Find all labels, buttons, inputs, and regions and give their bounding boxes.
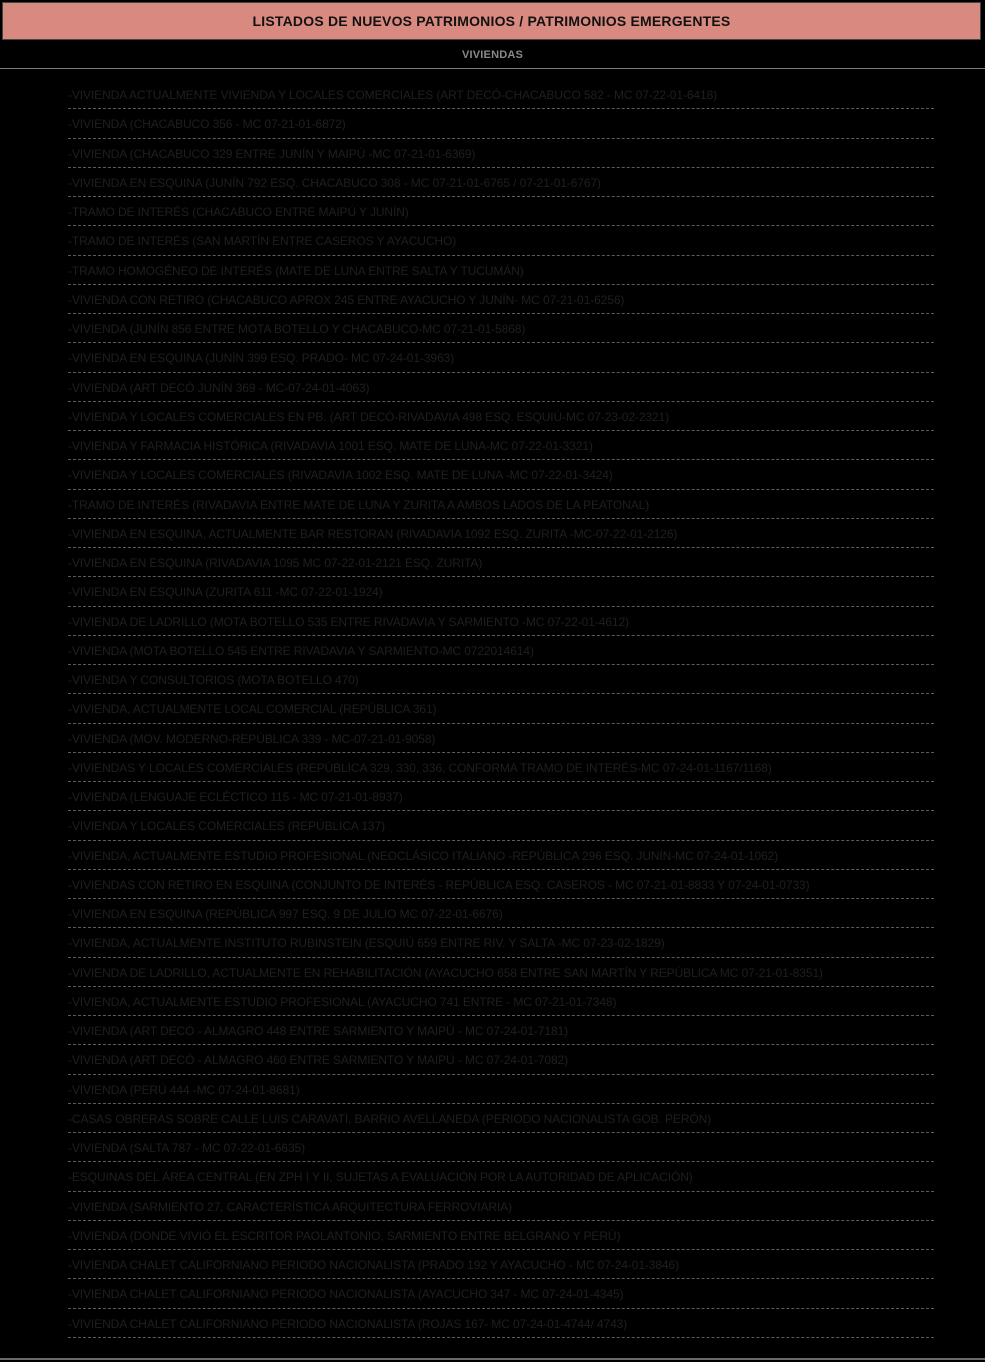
list-item-text: -VIVIENDA, ACTUALMENTE ESTUDIO PROFESIONAL (NEOCLÁSICO ITALIANO -REPÚBLICA 296 ESQ. JUNÍN-MC 07-24-01-1062) [68, 848, 779, 863]
list-item-text: -VIVIENDA (SARMIENTO 27, CARACTERÍSTICA ARQUITECTURA FERROVIARIA) [68, 1199, 513, 1214]
list-item [68, 80, 934, 109]
list-item-text: -VIVIENDA CHALET CALIFORNIANO PERIODO NACIONALISTA (AYACUCHO 347 - MC 07-24-01-4345) [68, 1287, 624, 1302]
list-item-text: -TRAMO DE INTERÉS (CHACABUCO ENTRE MAIPÚ Y JUNÍN) [68, 205, 409, 220]
top-divider [0, 68, 985, 69]
list-item [68, 256, 934, 285]
list-item [68, 519, 934, 548]
list-item-text: -VIVIENDA ACTUALMENTE VIVIENDA Y LOCALES COMERCIALES (ART DECÓ-CHACABUCO 582 - MC 07-22-01-6418) [68, 88, 718, 103]
list-item-text: -TRAMO HOMOGÉNEO DE INTERÉS (MATE DE LUNA ENTRE SALTA Y TUCUMÁN) [68, 263, 524, 278]
list-item [68, 577, 934, 606]
list-item [68, 811, 934, 840]
list-item [68, 1279, 934, 1308]
list-item [68, 694, 934, 723]
list-item-text: -VIVIENDA, ACTUALMENTE ESTUDIO PROFESIONAL (AYACUCHO 741 ENTRE - MC 07-21-01-7348) [68, 994, 617, 1009]
list-item [68, 402, 934, 431]
list-item-text: -VIVIENDA EN ESQUINA (JUNÍN 792 ESQ. CHACABUCO 308 - MC 07-21-01-6765 / 07-21-01-6767) [68, 175, 601, 190]
page-header [2, 2, 981, 40]
list-item [68, 782, 934, 811]
list-item-text: -VIVIENDA EN ESQUINA (RIVADAVIA 1095 MC 07-22-01-2121 ESQ. ZURITA) [68, 556, 483, 571]
list-item-text: -VIVIENDA (MOV. MODERNO-REPÚBLICA 339 - MC-07-21-01-9058) [68, 731, 436, 746]
list-item [68, 958, 934, 987]
list-item-text: -VIVIENDA EN ESQUINA (ZURITA 611 -MC 07-22-01-1924) [68, 585, 383, 600]
list-item-text: -TRAMO DE INTERÉS (RIVADAVIA ENTRE MATE DE LUNA Y ZURITA A AMBOS LADOS DE LA PEATONAL) [68, 497, 650, 512]
list-item-text: -VIVIENDA Y LOCALES COMERCIALES EN PB. (ART DECÓ-RIVADAVIA 498 ESQ. ESQUIÚ-MC 07-23-02-2321) [68, 409, 670, 424]
list-item-text: -VIVIENDA (DONDE VIVIÓ EL ESCRITOR PAOLANTONIO, SARMIENTO ENTRE BELGRANO Y PERÚ) [68, 1228, 621, 1243]
list-item-text: -VIVIENDA (MOTA BOTELLO 545 ENTRE RIVADAVIA Y SARMIENTO-MC 0722014614) [68, 643, 534, 658]
list-item [68, 168, 934, 197]
list-item-text: -ESQUINAS DEL ÁREA CENTRAL (EN ZPH I Y II, SUJETAS A EVALUACIÓN POR LA AUTORIDAD DE APLICACIÓN) [68, 1170, 693, 1185]
list-item [68, 343, 934, 372]
list-item-text: -VIVIENDA (ART DECÓ - ALMAGRO 460 ENTRE SARMIENTO Y MAIPÚ - MC 07-24-01-7082) [68, 1053, 569, 1068]
list-item [68, 1221, 934, 1250]
section-header [0, 42, 985, 68]
list-item [68, 607, 934, 636]
list-item-text: -VIVIENDA Y LOCALES COMERCIALES (RIVADAVIA 1002 ESQ. MATE DE LUNA -MC 07-22-01-3424) [68, 468, 613, 483]
list-item-text: -VIVIENDA (ART DECÓ JUNÍN 369 - MC-07-24-01-4063) [68, 380, 370, 395]
list-item [68, 1309, 934, 1338]
list-item-text: -VIVIENDA, ACTUALMENTE LOCAL COMERCIAL (REPÚBLICA 361) [68, 702, 437, 717]
list-item [68, 1104, 934, 1133]
list-item-text: -VIVIENDA (ART DECÓ - ALMAGRO 448 ENTRE SARMIENTO Y MAIPÚ - MC 07-24-01-7181) [68, 1024, 569, 1039]
list-item [68, 928, 934, 957]
list-item-text: -VIVIENDA Y FARMACIA HISTÓRICA (RIVADAVIA 1001 ESQ. MATE DE LUNA-MC 07-22-01-3321) [68, 439, 593, 454]
list-item-text: -CASAS OBRERAS SOBRE CALLE LUIS CARAVATI, BARRIO AVELLANEDA (PERIODO NACIONALISTA GOB. PERÓN) [68, 1111, 712, 1126]
list-item [68, 899, 934, 928]
heritage-list [68, 80, 934, 1338]
list-item [68, 373, 934, 402]
list-item [68, 139, 934, 168]
list-item-text: -TRAMO DE INTERÉS (SAN MARTÍN ENTRE CASEROS Y AYACUCHO) [68, 234, 457, 249]
list-item-text: -VIVIENDA CHALET CALIFORNIANO PERIODO NACIONALISTA (PRADO 192 Y AYACUCHO - MC 07-24-01-3846) [68, 1258, 679, 1273]
list-item-text: -VIVIENDA EN ESQUINA (REPÚBLICA 997 ESQ. 9 DE JULIO MC 07-22-01-6676) [68, 907, 503, 922]
list-item-text: -VIVIENDA CON RETIRO (CHACABUCO APROX 245 ENTRE AYACUCHO Y JUNÍN- MC 07-21-01-6256) [68, 292, 625, 307]
list-item [68, 1133, 934, 1162]
list-item [68, 987, 934, 1016]
list-item-text: -VIVIENDA (SALTA 787 - MC 07-22-01-6635) [68, 1141, 305, 1156]
list-item [68, 431, 934, 460]
list-item-text: -VIVIENDA (JUNÍN 856 ENTRE MOTA BOTELLO Y CHACABUCO-MC 07-21-01-5868) [68, 322, 526, 337]
list-item [68, 460, 934, 489]
list-item-text: -VIVIENDA Y CONSULTORIOS (MOTA BOTELLO 470) [68, 673, 359, 688]
list-item-text: -VIVIENDA (CHACABUCO 329 ENTRE JUNÍN Y MAIPÚ -MC 07-21-01-6369) [68, 146, 476, 161]
list-item-text: -VIVIENDA (PERÚ 444 -MC 07-24-01-8681) [68, 1082, 300, 1097]
list-item [68, 490, 934, 519]
list-item [68, 665, 934, 694]
list-item [68, 1250, 934, 1279]
list-item [68, 870, 934, 899]
list-item [68, 314, 934, 343]
list-item-text: -VIVIENDAS Y LOCALES COMERCIALES (REPÚBLICA 329, 330, 336, CONFORMA TRAMO DE INTERÉS-MC 07-24-01-1167/1168) [68, 760, 772, 775]
list-item [68, 1045, 934, 1074]
list-item [68, 285, 934, 314]
list-item [68, 197, 934, 226]
list-item-text: -VIVIENDA (LENGUAJE ECLÉCTICO 115 - MC 07-21-01-8937) [68, 790, 403, 805]
list-item [68, 1162, 934, 1191]
list-item [68, 753, 934, 782]
list-item [68, 636, 934, 665]
list-item [68, 226, 934, 255]
list-item [68, 1192, 934, 1221]
list-item [68, 1075, 934, 1104]
page-title: LISTADOS DE NUEVOS PATRIMONIOS / PATRIMONIOS EMERGENTES [252, 13, 731, 29]
list-item-text: -VIVIENDA (CHACABUCO 356 - MC 07-21-01-6872) [68, 117, 346, 132]
section-title: VIVIENDAS [461, 49, 524, 61]
list-item [68, 548, 934, 577]
bottom-divider [0, 1358, 985, 1360]
list-item-text: -VIVIENDA, ACTUALMENTE INSTITUTO RUBINSTEIN (ESQUIÚ 659 ENTRE RIV. Y SALTA -MC 07-23-02-1829) [68, 936, 665, 951]
list-item [68, 724, 934, 753]
list-item-text: -VIVIENDA EN ESQUINA, ACTUALMENTE BAR RESTORAN (RIVADAVIA 1092 ESQ. ZURITA -MC-07-22-01-2126) [68, 526, 678, 541]
list-item-text: -VIVIENDA EN ESQUINA (JUNÍN 399 ESQ. PRADO- MC 07-24-01-3963) [68, 351, 455, 366]
list-item-text: -VIVIENDAS CON RETIRO EN ESQUINA (CONJUNTO DE INTERÉS - REPÚBLICA ESQ. CASEROS - MC 07-21-01-8833 Y 07-24-01-0733) [68, 877, 810, 892]
list-item [68, 1016, 934, 1045]
list-item [68, 841, 934, 870]
list-item-text: -VIVIENDA CHALET CALIFORNIANO PERIODO NACIONALISTA (ROJAS 167- MC 07-24-01-4744/ 4743) [68, 1316, 628, 1331]
list-item-text: -VIVIENDA Y LOCALES COMERCIALES (REPÚBLICA 137) [68, 819, 385, 834]
list-item-text: -VIVIENDA DE LADRILLO (MOTA BOTELLO 535 ENTRE RIVADAVIA Y SARMIENTO -MC 07-22-01-4612) [68, 614, 629, 629]
list-item [68, 109, 934, 138]
list-item-text: -VIVIENDA DE LADRILLO, ACTUALMENTE EN REHABILITACIÓN (AYACUCHO 658 ENTRE SAN MARTÍN Y REPÚBLICA MC 07-21-01-8351) [68, 965, 823, 980]
